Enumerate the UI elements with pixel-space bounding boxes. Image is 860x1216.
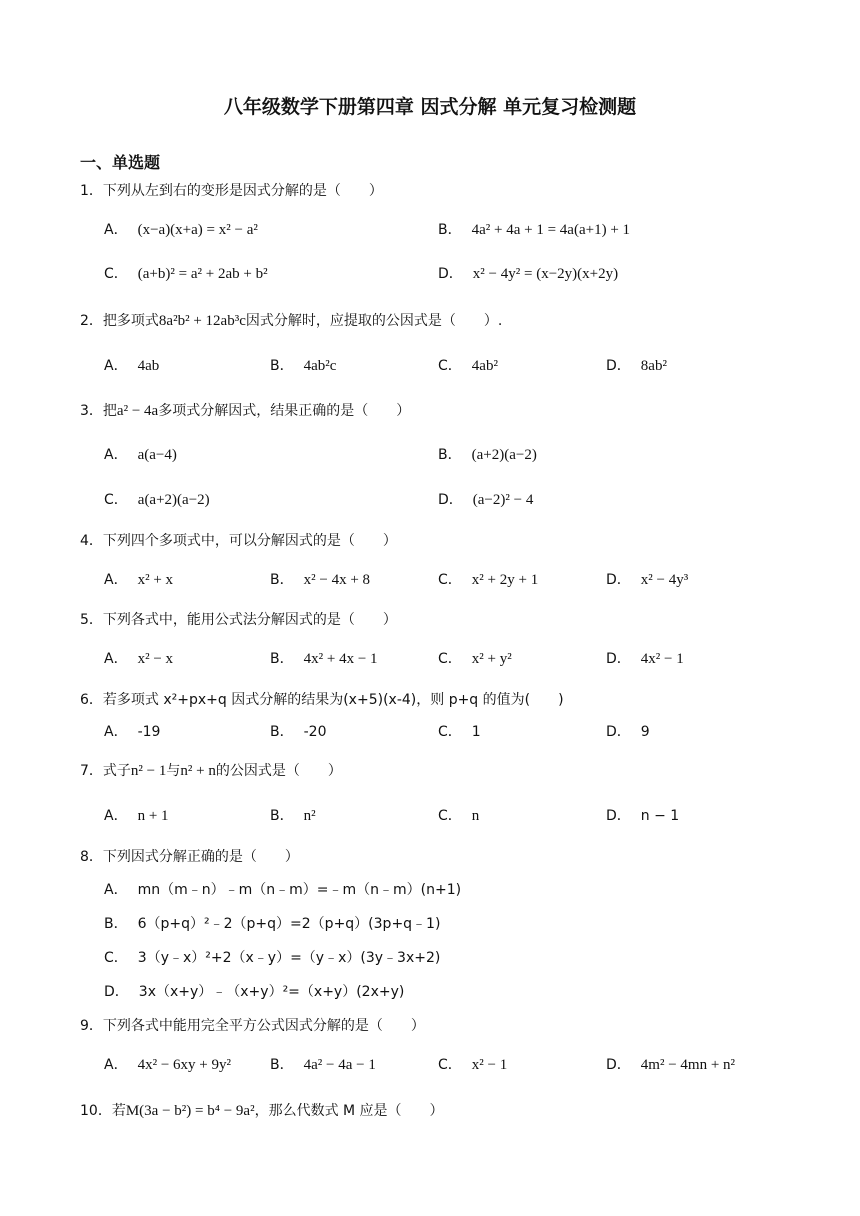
option-expr: x² − 4y² = (x−2y)(x+2y) — [472, 266, 619, 282]
question-9-stem: 9．下列各式中能用完全平方公式因式分解的是（ ） — [80, 1018, 425, 1034]
question-9-option-d[interactable]: D． 4m² − 4mn + n² — [606, 1057, 736, 1073]
question-5-option-b[interactable]: B． 4x² + 4x − 1 — [270, 651, 378, 667]
page-title: 八年级数学下册第四章 因式分解 单元复习检测题 — [223, 96, 637, 118]
question-1-stem: 1．下列从左到右的变形是因式分解的是（ ） — [80, 183, 383, 199]
question-7-option-a[interactable]: A． n + 1 — [104, 808, 169, 824]
question-7-option-b[interactable]: B． n² — [270, 808, 316, 824]
question-2-option-d[interactable]: D． 8ab² — [606, 358, 667, 374]
question-2-option-b[interactable]: B． 4ab²c — [270, 358, 337, 374]
question-8-stem: 8．下列因式分解正确的是（ ） — [80, 849, 299, 865]
question-2-stem: 2．把多项式8a²b² + 12ab³c因式分解时，应提取的公因式是（ ）. — [80, 313, 503, 329]
question-5-option-d[interactable]: D． 4x² − 1 — [606, 651, 684, 667]
question-7-option-c[interactable]: C． n — [438, 808, 480, 824]
question-3-option-a[interactable]: A． a(a−4) — [104, 447, 177, 463]
question-1-option-b[interactable]: B． 4a² + 4a + 1 = 4a(a+1) + 1 — [438, 222, 631, 238]
question-6-option-b[interactable]: B． -20 — [270, 724, 327, 740]
question-9-option-b[interactable]: B． 4a² − 4a − 1 — [270, 1057, 376, 1073]
question-4-option-a[interactable]: A． x² + x — [104, 572, 174, 588]
question-4-option-b[interactable]: B． x² − 4x + 8 — [270, 572, 371, 588]
question-1-option-a[interactable]: A． (x−a)(x+a) = x² − a² — [104, 222, 258, 238]
question-5-option-a[interactable]: A． x² − x — [104, 651, 174, 667]
section-heading: 一、单选题 — [80, 153, 161, 172]
question-4-stem: 4．下列四个多项式中，可以分解因式的是（ ） — [80, 533, 397, 549]
question-2-option-c[interactable]: C． 4ab² — [438, 358, 498, 374]
question-8-option-c[interactable]: C． 3（y﹣x）²+2（x﹣y）=（y﹣x）(3y﹣3x+2) — [104, 950, 441, 966]
question-9-option-c[interactable]: C． x² − 1 — [438, 1057, 508, 1073]
question-4-option-c[interactable]: C． x² + 2y + 1 — [438, 572, 539, 588]
question-8-option-b[interactable]: B． 6（p+q）²﹣2（p+q）=2（p+q）(3p+q﹣1) — [104, 916, 441, 932]
question-5-option-c[interactable]: C． x² + y² — [438, 651, 512, 667]
option-expr: (a+b)² = a² + 2ab + b² — [137, 266, 268, 282]
question-5-stem: 5．下列各式中，能用公式法分解因式的是（ ） — [80, 612, 397, 628]
question-6-option-d[interactable]: D． 9 — [606, 724, 650, 740]
question-7-stem: 7．式子n² − 1与n² + n的公因式是（ ） — [80, 763, 342, 779]
question-3-option-b[interactable]: B． (a+2)(a−2) — [438, 447, 537, 463]
question-7-option-d[interactable]: D． n − 1 — [606, 808, 680, 824]
question-1-option-c[interactable]: C． (a+b)² = a² + 2ab + b² — [104, 266, 268, 282]
option-expr: 4a² + 4a + 1 = 4a(a+1) + 1 — [471, 222, 631, 238]
question-2-option-a[interactable]: A． 4ab — [104, 358, 160, 374]
question-6-option-c[interactable]: C． 1 — [438, 724, 481, 740]
question-10-stem: 10．若M(3a − b²) = b⁴ − 9a²，那么代数式 M 应是（ ） — [80, 1103, 444, 1119]
question-8-option-d[interactable]: D． 3x（x+y）﹣（x+y）²=（x+y）(2x+y) — [104, 984, 405, 1000]
question-4-option-d[interactable]: D． x² − 4y³ — [606, 572, 689, 588]
question-6-option-a[interactable]: A． -19 — [104, 724, 161, 740]
question-3-option-d[interactable]: D． (a−2)² − 4 — [438, 492, 534, 508]
question-3-option-c[interactable]: C． a(a+2)(a−2) — [104, 492, 210, 508]
question-1-option-d[interactable]: D． x² − 4y² = (x−2y)(x+2y) — [438, 266, 619, 282]
question-8-option-a[interactable]: A． mn（m﹣n）﹣m（n﹣m）=﹣m（n﹣m）(n+1) — [104, 882, 462, 898]
question-3-stem: 3．把a² − 4a多项式分解因式，结果正确的是（ ） — [80, 403, 411, 419]
option-expr: (x−a)(x+a) = x² − a² — [137, 222, 258, 238]
question-6-stem: 6．若多项式 x²+px+q 因式分解的结果为(x+5)(x-4)，则 p+q 的值为( ) — [80, 692, 564, 708]
question-9-option-a[interactable]: A． 4x² − 6xy + 9y² — [104, 1057, 231, 1073]
